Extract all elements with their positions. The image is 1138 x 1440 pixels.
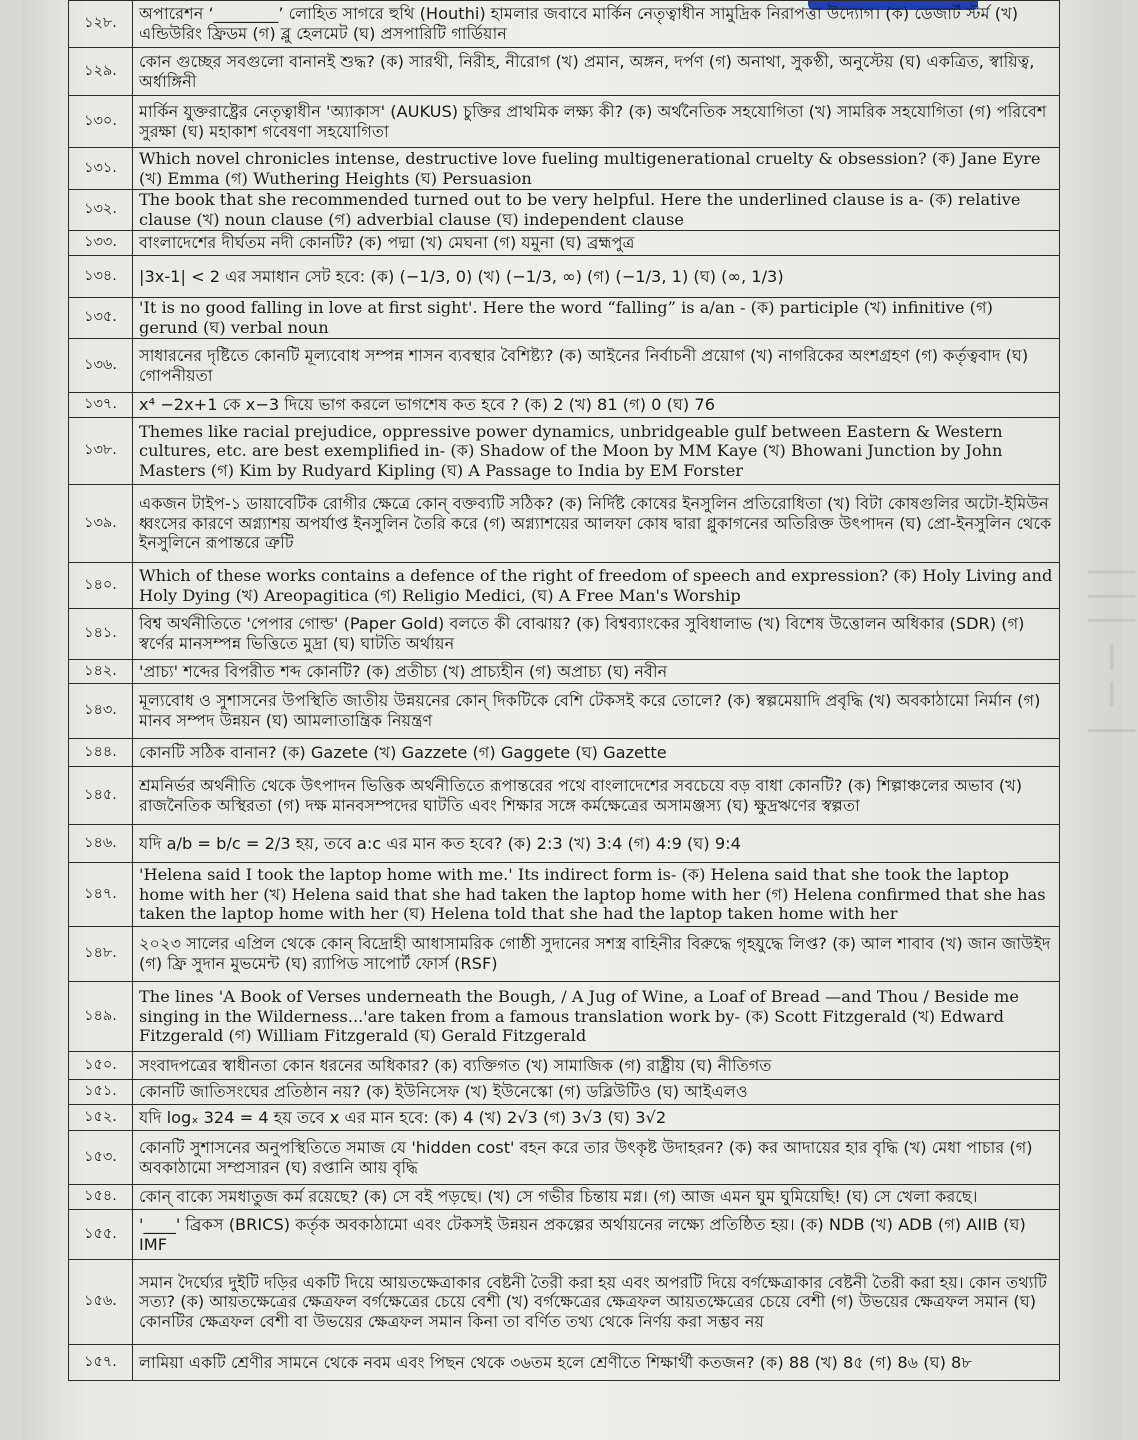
question-number: ১৫৫. — [69, 1210, 133, 1260]
question-table — [68, 0, 1060, 1381]
question-text: শ্রমনির্ভর অর্থনীতি থেকে উৎপাদন ভিত্তিক অর্থনীতিতে রূপান্তরের পথে বাংলাদেশের সবচেয়ে বড় বাধা কোনটি? (ক) শিল্পাঞ্চলের অভাব (খ) রাজনৈতিক অস্থিরতা (গ) দক্ষ মানবসম্পদের ঘাটতি এবং শিক্ষার সঙ্গে কর্মক্ষেত্রের অসামঞ্জস্য (ঘ) ক্ষুদ্রঋণের স্বল্পতা — [133, 767, 1060, 825]
question-row — [69, 767, 1060, 825]
question-text: x⁴ −2x+1 কে x−3 দিয়ে ভাগ করলে ভাগশেষ কত হবে ? (ক) 2 (খ) 81 (গ) 0 (ঘ) 76 — [133, 393, 1060, 418]
question-number: ১৪০. — [69, 563, 133, 609]
question-number: ১৫৬. — [69, 1260, 133, 1345]
question-text: যদি a/b = b/c = 2/3 হয়, তবে a:c এর মান কত হবে? (ক) 2:3 (খ) 3:4 (গ) 4:9 (ঘ) 9:4 — [133, 825, 1060, 863]
question-text: সাধারনের দৃষ্টিতে কোনটি মূল্যবোধ সম্পন্ন শাসন ব্যবস্থার বৈশিষ্ট্য? (ক) আইনের নির্বাচনী প্রয়োগ (খ) নাগরিকের অংশগ্রহণ (গ) কর্তৃত্ববাদ (ঘ) গোপনীয়তা — [133, 339, 1060, 393]
question-text: একজন টাইপ-১ ডায়াবেটিক রোগীর ক্ষেত্রে কোন্ বক্তব্যটি সঠিক? (ক) নির্দিষ্ট কোষের ইনসুলিন প্রতিরোধিতা (খ) বিটা কোষগুলির অটো-ইমিউন ধ্বংসের কারণে অগ্ন্যাশয় অপর্যাপ্ত ইনসুলিন তৈরি করে (গ) অগ্ন্যাশয়ের আলফা কোষ দ্বারা গ্লুকাগনের অতিরিক্ত উৎপাদন (ঘ) প্রো-ইনসুলিন থেকে ইনসুলিনে রূপান্তরে ত্রুটি — [133, 485, 1060, 563]
question-text: 'It is no good falling in love at first sight'. Here the word “falling” is a/an - (ক) participle (খ) infinitive (গ) gerund (ঘ) verbal noun — [133, 298, 1060, 339]
question-row — [69, 298, 1060, 339]
question-row — [69, 927, 1060, 982]
question-row — [69, 1080, 1060, 1105]
question-row — [69, 96, 1060, 148]
question-number: ১৪১. — [69, 609, 133, 660]
question-row — [69, 1131, 1060, 1185]
question-number: ১৫৩. — [69, 1131, 133, 1185]
question-row — [69, 1185, 1060, 1210]
question-number: ১৩১. — [69, 148, 133, 190]
question-text: |3x-1| < 2 এর সমাধান সেট হবে: (ক) (−1/3, 0) (খ) (−1/3, ∞) (গ) (−1/3, 1) (ঘ) (∞, 1/3) — [133, 256, 1060, 298]
question-row — [69, 739, 1060, 767]
question-text: বাংলাদেশের দীর্ঘতম নদী কোনটি? (ক) পদ্মা (খ) মেঘনা (গ) যমুনা (ঘ) ব্রহ্মপুত্র — [133, 231, 1060, 256]
question-number: ১৪২. — [69, 660, 133, 684]
question-number: ১৩৪. — [69, 256, 133, 298]
question-text: সমান দৈর্ঘ্যের দুইটি দড়ির একটি দিয়ে আয়তক্ষেত্রাকার বেষ্টনী তৈরী করা হয় এবং অপরটি দিয়ে বর্গক্ষেত্রাকার বেষ্টনী তৈরী করা হয়। কোন তথ্যটি সত্য? (ক) আয়তক্ষেত্রের ক্ষেত্রফল বর্গক্ষেত্রের চেয়ে বেশী (খ) বর্গক্ষেত্রের ক্ষেত্রফল আয়তক্ষেত্রের চেয়ে বেশী (গ) উভয়ের ক্ষেত্রফল সমান (ঘ) কোনটির ক্ষেত্রফল বেশী বা উভয়ের ক্ষেত্রফল সমান কিনা তা বর্ণিত তথ্য থেকে নির্ণয় করা সম্ভব নয় — [133, 1260, 1060, 1345]
question-text: অপারেশন ‘________’ লোহিত সাগরে হুথি (Houthi) হামলার জবাবে মার্কিন নেতৃত্বাধীন সামুদ্রিক নিরাপত্তা উদ্যোগ। (ক) ডেজার্ট স্টর্ম (খ) এন্ডিউরিং ফ্রিডম (গ) ব্লু হেলমেট (ঘ) প্রসপারিটি গার্ডিয়ান — [133, 1, 1060, 48]
question-text: The book that she recommended turned out to be very helpful. Here the underlined clause is a- (ক) relative clause (খ) noun clause (গ) adverbial clause (ঘ) independent clause — [133, 190, 1060, 231]
question-number: ১৫১. — [69, 1080, 133, 1105]
question-row — [69, 660, 1060, 684]
question-text: Which novel chronicles intense, destructive love fueling multigenerational cruelty & obsession? (ক) Jane Eyre (খ) Emma (গ) Wuthering Heights (ঘ) Persuasion — [133, 148, 1060, 190]
question-number: ১৫০. — [69, 1052, 133, 1080]
question-row — [69, 48, 1060, 96]
question-number: ১৩৭. — [69, 393, 133, 418]
question-text: কোনটি জাতিসংঘের প্রতিষ্ঠান নয়? (ক) ইউনিসেফ (খ) ইউনেস্কো (গ) ডব্লিউটিও (ঘ) আইএলও — [133, 1080, 1060, 1105]
question-text: Which of these works contains a defence of the right of freedom of speech and expression? (ক) Holy Living and Holy Dying (খ) Areopagitica (গ) Religio Medici, (ঘ) A Free Man's Worship — [133, 563, 1060, 609]
question-number: ১৪৭. — [69, 863, 133, 927]
question-text: 'Helena said I took the laptop home with me.' Its indirect form is- (ক) Helena said that she took the laptop home with her (খ) Helena said that she had taken the laptop home with her (গ) Helena confirmed that she has taken the laptop home with her (ঘ) Helena told that she had the laptop taken home with her — [133, 863, 1060, 927]
question-number: ১৫৪. — [69, 1185, 133, 1210]
question-number: ১৩৫. — [69, 298, 133, 339]
question-text: Themes like racial prejudice, oppressive power dynamics, unbridgeable gulf between Eastern & Western cultures, etc. are best exemplified in- (ক) Shadow of the Moon by MM Kaye (খ) Bhowani Junction by John Masters (গ) Kim by Rudyard Kipling (ঘ) A Passage to India by EM Forster — [133, 418, 1060, 485]
question-row — [69, 825, 1060, 863]
question-row — [69, 148, 1060, 190]
question-number: ১৪৬. — [69, 825, 133, 863]
question-row — [69, 863, 1060, 927]
question-row — [69, 1, 1060, 48]
question-number: ১৪৫. — [69, 767, 133, 825]
question-number: ১৩৩. — [69, 231, 133, 256]
question-text: মূল্যবোধ ও সুশাসনের উপস্থিতি জাতীয় উন্নয়নের কোন্ দিকটিকে বেশি টেকসই করে তোলে? (ক) স্বল্পমেয়াদি প্রবৃদ্ধি (খ) অবকাঠামো নির্মান (গ) মানব সম্পদ উন্নয়ন (ঘ) আমলাতান্ত্রিক নিয়ন্ত্রণ — [133, 684, 1060, 739]
question-row — [69, 1052, 1060, 1080]
question-text: সংবাদপত্রের স্বাধীনতা কোন ধরনের অধিকার? (ক) ব্যক্তিগত (খ) সামাজিক (গ) রাষ্ট্রীয় (ঘ) নীতিগত — [133, 1052, 1060, 1080]
question-number: ১৩০. — [69, 96, 133, 148]
question-number: ১২৯. — [69, 48, 133, 96]
question-number: ১৪৩. — [69, 684, 133, 739]
question-text: 'প্রাচ্য' শব্দের বিপরীত শব্দ কোনটি? (ক) প্রতীচ্য (খ) প্রাচ্যহীন (গ) অপ্রাচ্য (ঘ) নবীন — [133, 660, 1060, 684]
question-row — [69, 231, 1060, 256]
question-text: যদি logₓ 324 = 4 হয় তবে x এর মান হবে: (ক) 4 (খ) 2√3 (গ) 3√3 (ঘ) 3√2 — [133, 1105, 1060, 1131]
question-row — [69, 418, 1060, 485]
question-text: লামিয়া একটি শ্রেণীর সামনে থেকে নবম এবং পিছন থেকে ৩৬তম হলে শ্রেণীতে শিক্ষার্থী কতজন? (ক) 88 (খ) 8৫ (গ) 8৬ (ঘ) 8৮ — [133, 1345, 1060, 1381]
question-row — [69, 982, 1060, 1052]
question-text: মার্কিন যুক্তরাষ্ট্রের নেতৃত্বাধীন 'অ্যাকাস' (AUKUS) চুক্তির প্রাথমিক লক্ষ্য কী? (ক) অর্থনৈতিক সহযোগিতা (খ) সামরিক সহযোগিতা (গ) পরিবেশ সুরক্ষা (ঘ) মহাকাশ গবেষণা সহযোগিতা — [133, 96, 1060, 148]
question-number: ১৫৭. — [69, 1345, 133, 1381]
question-number: ১৩৮. — [69, 418, 133, 485]
question-text: কোনটি সুশাসনের অনুপস্থিতিতে সমাজ যে 'hidden cost' বহন করে তার উৎকৃষ্ট উদাহরন? (ক) কর আদায়ের হার বৃদ্ধি (খ) মেধা পাচার (গ) অবকাঠামো সম্প্রসারন (ঘ) রপ্তানি আয় বৃদ্ধি — [133, 1131, 1060, 1185]
question-text: কোন্ বাক্যে সমধাতুজ কর্ম রয়েছে? (ক) সে বই পড়ছে। (খ) সে গভীর চিন্তায় মগ্ন। (গ) আজ এমন ঘুম ঘুমিয়েছি! (ঘ) সে খেলা করছে। — [133, 1185, 1060, 1210]
question-row — [69, 1260, 1060, 1345]
question-number: ১৪৪. — [69, 739, 133, 767]
question-row — [69, 1210, 1060, 1260]
question-text: The lines 'A Book of Verses underneath the Bough, / A Jug of Wine, a Loaf of Bread —and Thou / Beside me singing in the Wilderness...'are taken from a famous translation work by- (ক) Scott Fitzgerald (খ) Edward Fitzgerald (গ) William Fitzgerald (ঘ) Gerald Fitzgerald — [133, 982, 1060, 1052]
question-rows — [69, 1, 1060, 1381]
question-number: ১৩২. — [69, 190, 133, 231]
question-text: বিশ্ব অর্থনীতিতে 'পেপার গোল্ড' (Paper Gold) বলতে কী বোঝায়? (ক) বিশ্বব্যাংকের সুবিধালাভ (খ) বিশেষ উত্তোলন অধিকার (SDR) (গ) স্বর্ণের মানসম্পন্ন ভিত্তিতে মুদ্রা (ঘ) ঘাটতি অর্থায়ন — [133, 609, 1060, 660]
margin-pencil-marks: │││ ─ ─ │ — [1088, 560, 1134, 743]
question-row — [69, 1105, 1060, 1131]
question-row — [69, 190, 1060, 231]
question-number: ১২৮. — [69, 1, 133, 48]
question-row — [69, 339, 1060, 393]
question-text: ২০২৩ সালের এপ্রিল থেকে কোন্ বিদ্রোহী আধাসামরিক গোষ্ঠী সুদানের সশস্ত্র বাহিনীর বিরুদ্ধে গৃহযুদ্ধে লিপ্ত? (ক) আল শাবাব (খ) জান জাউইদ (গ) ফ্রি সুদান মুভমেন্ট (ঘ) র‍্যাপিড সাপোর্ট ফোর্স (RSF) — [133, 927, 1060, 982]
question-number: ১৫২. — [69, 1105, 133, 1131]
question-row — [69, 485, 1060, 563]
question-text: '____' ব্রিকস (BRICS) কর্তৃক অবকাঠামো এবং টেকসই উন্নয়ন প্রকল্পের অর্থায়নের লক্ষ্যে প্রতিষ্ঠিত হয়। (ক) NDB (খ) ADB (গ) AIIB (ঘ) IMF — [133, 1210, 1060, 1260]
question-text: কোন গুচ্ছের সবগুলো বানানই শুদ্ধ? (ক) সারথী, নিরীহ, নীরোগ (খ) প্রমান, অঙ্গন, দর্পণ (গ) অনাথা, সুকণ্ঠী, অনুস্টেয় (ঘ) একত্রিত, স্বায়িত্ব, অর্ধাঙ্গিনী — [133, 48, 1060, 96]
question-row — [69, 1345, 1060, 1381]
question-row — [69, 563, 1060, 609]
question-row — [69, 256, 1060, 298]
question-number: ১৩৯. — [69, 485, 133, 563]
question-number: ১৪৮. — [69, 927, 133, 982]
question-row — [69, 684, 1060, 739]
question-row — [69, 393, 1060, 418]
question-number: ১৪৯. — [69, 982, 133, 1052]
question-text: কোনটি সঠিক বানান? (ক) Gazete (খ) Gazzete (গ) Gaggete (ঘ) Gazette — [133, 739, 1060, 767]
question-row — [69, 609, 1060, 660]
question-number: ১৩৬. — [69, 339, 133, 393]
